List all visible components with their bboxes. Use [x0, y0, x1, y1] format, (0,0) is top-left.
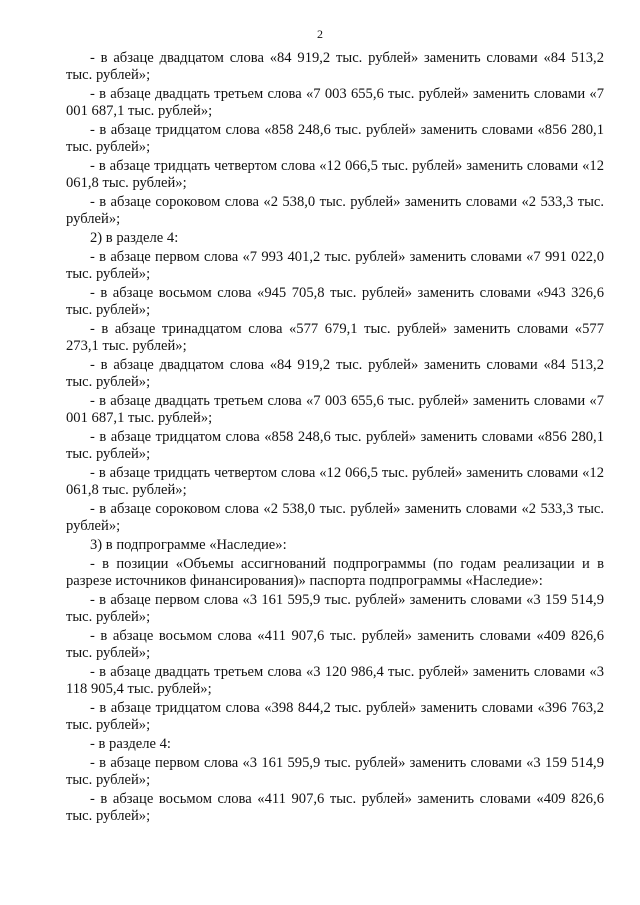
paragraph-7: - в абзаце первом слова «7 993 401,2 тыс. рублей» заменить словами «7 991 022,0 тыс. рублей»; [66, 249, 604, 282]
paragraph-14: - в абзаце сороковом слова «2 538,0 тыс. рублей» заменить словами «2 533,3 тыс. рублей»; [66, 501, 604, 534]
paragraph-10: - в абзаце двадцатом слова «84 919,2 тыс. рублей» заменить словами «84 513,2 тыс. рублей»; [66, 357, 604, 390]
paragraph-12: - в абзаце тридцатом слова «858 248,6 тыс. рублей» заменить словами «856 280,1 тыс. рублей»; [66, 429, 604, 462]
page-number: 2 [317, 27, 323, 41]
paragraph-22: - в абзаце первом слова «3 161 595,9 тыс. рублей» заменить словами «3 159 514,9 тыс. рублей»; [66, 755, 604, 788]
paragraph-13: - в абзаце тридцать четвертом слова «12 066,5 тыс. рублей» заменить словами «12 061,8 тыс. рублей»; [66, 465, 604, 498]
document-body [66, 50, 604, 827]
paragraph-8: - в абзаце восьмом слова «945 705,8 тыс. рублей» заменить словами «943 326,6 тыс. рублей»; [66, 285, 604, 318]
paragraph-6-section-heading: 2) в разделе 4: [90, 230, 179, 246]
paragraph-17: - в абзаце первом слова «3 161 595,9 тыс. рублей» заменить словами «3 159 514,9 тыс. рублей»; [66, 592, 604, 625]
paragraph-18: - в абзаце восьмом слова «411 907,6 тыс. рублей» заменить словами «409 826,6 тыс. рублей»; [66, 628, 604, 661]
paragraph-20: - в абзаце тридцатом слова «398 844,2 тыс. рублей» заменить словами «396 763,2 тыс. рублей»; [66, 700, 604, 733]
paragraph-21-section-heading: - в разделе 4: [90, 736, 171, 752]
paragraph-16: - в позиции «Объемы ассигнований подпрограммы (по годам реализации и в разрезе источников финансирования)» паспорта подпрограммы «Наследие»: [66, 556, 604, 589]
paragraph-2: - в абзаце двадцать третьем слова «7 003 655,6 тыс. рублей» заменить словами «7 001 687,1 тыс. рублей»; [66, 86, 604, 119]
paragraph-9: - в абзаце тринадцатом слова «577 679,1 тыс. рублей» заменить словами «577 273,1 тыс. рублей»; [66, 321, 604, 354]
paragraph-23: - в абзаце восьмом слова «411 907,6 тыс. рублей» заменить словами «409 826,6 тыс. рублей»; [66, 791, 604, 824]
paragraph-5: - в абзаце сороковом слова «2 538,0 тыс. рублей» заменить словами «2 533,3 тыс. рублей»; [66, 194, 604, 227]
paragraph-3: - в абзаце тридцатом слова «858 248,6 тыс. рублей» заменить словами «856 280,1 тыс. рублей»; [66, 122, 604, 155]
paragraph-15-subprogram-heading: 3) в подпрограмме «Наследие»: [90, 537, 287, 553]
paragraph-19: - в абзаце двадцать третьем слова «3 120 986,4 тыс. рублей» заменить словами «3 118 905,4 тыс. рублей»; [66, 664, 604, 697]
paragraph-1: - в абзаце двадцатом слова «84 919,2 тыс. рублей» заменить словами «84 513,2 тыс. рублей»; [66, 50, 604, 83]
paragraph-11: - в абзаце двадцать третьем слова «7 003 655,6 тыс. рублей» заменить словами «7 001 687,1 тыс. рублей»; [66, 393, 604, 426]
paragraph-4: - в абзаце тридцать четвертом слова «12 066,5 тыс. рублей» заменить словами «12 061,8 тыс. рублей»; [66, 158, 604, 191]
